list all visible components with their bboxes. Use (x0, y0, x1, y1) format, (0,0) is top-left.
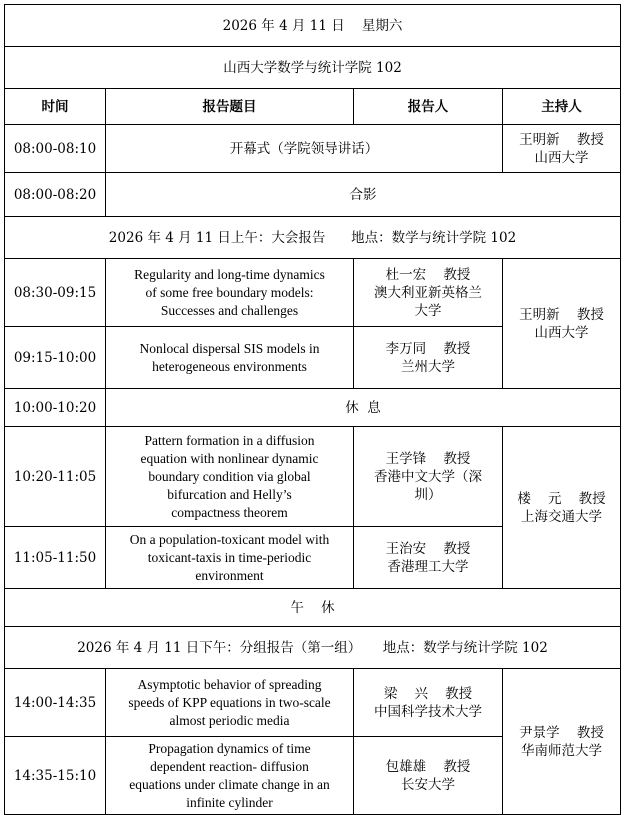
title-line: Regularity and long-time dynamics (134, 266, 325, 282)
host-name: 楼 元 教授 (517, 490, 606, 507)
break-row (5, 389, 621, 427)
talk-title (106, 259, 354, 327)
title-line: bifurcation and Helly’s (167, 486, 292, 502)
talk-title (106, 737, 354, 815)
title-line: compactness theorem (171, 504, 288, 520)
speaker-name: 梁 兴 教授 (383, 685, 473, 702)
time-cell: 14:00-14:35 (5, 669, 106, 737)
speaker-affiliation: 澳大利亚新英格兰 (374, 284, 482, 301)
photo-row (5, 173, 621, 217)
morning-section-heading: 2026 年 4 月 11 日上午：大会报告 地点：数学与统计学院 102 (5, 217, 621, 259)
morning-section-row (5, 217, 621, 259)
talk-title (106, 527, 354, 589)
col-speaker: 报告人 (354, 89, 503, 125)
title-line: of some free boundary models: (145, 284, 314, 300)
column-header-row (5, 89, 621, 125)
col-title: 报告题目 (106, 89, 354, 125)
talk-row (5, 427, 621, 527)
speaker-cell (354, 669, 503, 737)
time-cell: 14:35-15:10 (5, 737, 106, 815)
speaker-affiliation: 大学 (414, 302, 442, 319)
host-cell (503, 125, 621, 173)
host-name: 王明新 教授 (519, 306, 604, 323)
opening-row (5, 125, 621, 173)
title-line: environment (195, 567, 264, 583)
lunch-row (5, 589, 621, 627)
title-line: Successes and challenges (160, 302, 299, 318)
talk-title (106, 327, 354, 389)
venue-line: 山西大学数学与统计学院 102 (5, 47, 621, 89)
time-cell: 09:15-10:00 (5, 327, 106, 389)
time-cell: 11:05-11:50 (5, 527, 106, 589)
speaker-affiliation: 长安大学 (401, 776, 455, 793)
title-line: dependent reaction- diffusion (150, 758, 309, 774)
schedule-table (4, 4, 621, 815)
time-cell: 10:20-11:05 (5, 427, 106, 527)
speaker-name: 包雄雄 教授 (385, 758, 471, 775)
speaker-affiliation: 香港理工大学 (387, 558, 469, 575)
speaker-cell (354, 327, 503, 389)
time-cell: 08:00-08:10 (5, 125, 106, 173)
speaker-affiliation: 中国科学技术大学 (374, 703, 482, 720)
lunch-label: 午 休 (5, 589, 621, 627)
speaker-cell (354, 527, 503, 589)
time-cell: 10:00-10:20 (5, 389, 106, 427)
title-line: Propagation dynamics of time (148, 740, 311, 756)
col-host: 主持人 (503, 89, 621, 125)
title-line: Nonlocal dispersal SIS models in (139, 340, 320, 356)
speaker-name: 王学锋 教授 (385, 450, 471, 467)
break-label: 休 息 (106, 389, 621, 427)
host-affiliation: 上海交通大学 (521, 508, 602, 525)
opening-title: 开幕式（学院领导讲话） (106, 125, 503, 173)
date-row (5, 5, 621, 47)
title-line: Pattern formation in a diffusion (144, 432, 315, 448)
title-line: boundary condition via global (148, 468, 311, 484)
speaker-affiliation: 兰州大学 (401, 358, 455, 375)
speaker-cell (354, 737, 503, 815)
host-affiliation: 山西大学 (534, 149, 589, 166)
title-line: On a population-toxicant model with (129, 531, 330, 547)
title-line: toxicant-taxis in time-periodic (147, 549, 312, 565)
speaker-cell (354, 259, 503, 327)
speaker-affiliation: 圳） (414, 486, 442, 503)
talk-row (5, 259, 621, 327)
afternoon-section-heading: 2026 年 4 月 11 日下午：分组报告（第一组） 地点：数学与统计学院 102 (5, 627, 621, 669)
photo-label: 合影 (106, 173, 621, 217)
host-name: 王明新 教授 (519, 131, 604, 148)
title-line: speeds of KPP equations in two-scale (128, 694, 331, 710)
talk-title (106, 427, 354, 527)
time-cell: 08:00-08:20 (5, 173, 106, 217)
time-cell: 08:30-09:15 (5, 259, 106, 327)
title-line: Asymptotic behavior of spreading (137, 676, 322, 692)
host-name: 尹景学 教授 (519, 724, 604, 741)
afternoon-section-row (5, 627, 621, 669)
speaker-name: 李万同 教授 (385, 340, 471, 357)
host-affiliation: 山西大学 (534, 324, 589, 341)
host-cell (503, 427, 621, 589)
venue-row (5, 47, 621, 89)
speaker-name: 杜一宏 教授 (385, 266, 471, 283)
talk-title (106, 669, 354, 737)
speaker-affiliation: 香港中文大学（深 (374, 468, 482, 485)
speaker-cell (354, 427, 503, 527)
host-cell (503, 669, 621, 815)
title-line: equation with nonlinear dynamic (140, 450, 319, 466)
title-line: infinite cylinder (186, 794, 273, 810)
date-line: 2026 年 4 月 11 日 星期六 (5, 5, 621, 47)
speaker-name: 王治安 教授 (385, 540, 471, 557)
host-cell (503, 259, 621, 389)
title-line: almost periodic media (169, 712, 290, 728)
title-line: equations under climate change in an (129, 776, 330, 792)
title-line: heterogeneous environments (152, 358, 307, 374)
host-affiliation: 华南师范大学 (521, 742, 602, 759)
col-time: 时间 (5, 89, 106, 125)
talk-row (5, 669, 621, 737)
